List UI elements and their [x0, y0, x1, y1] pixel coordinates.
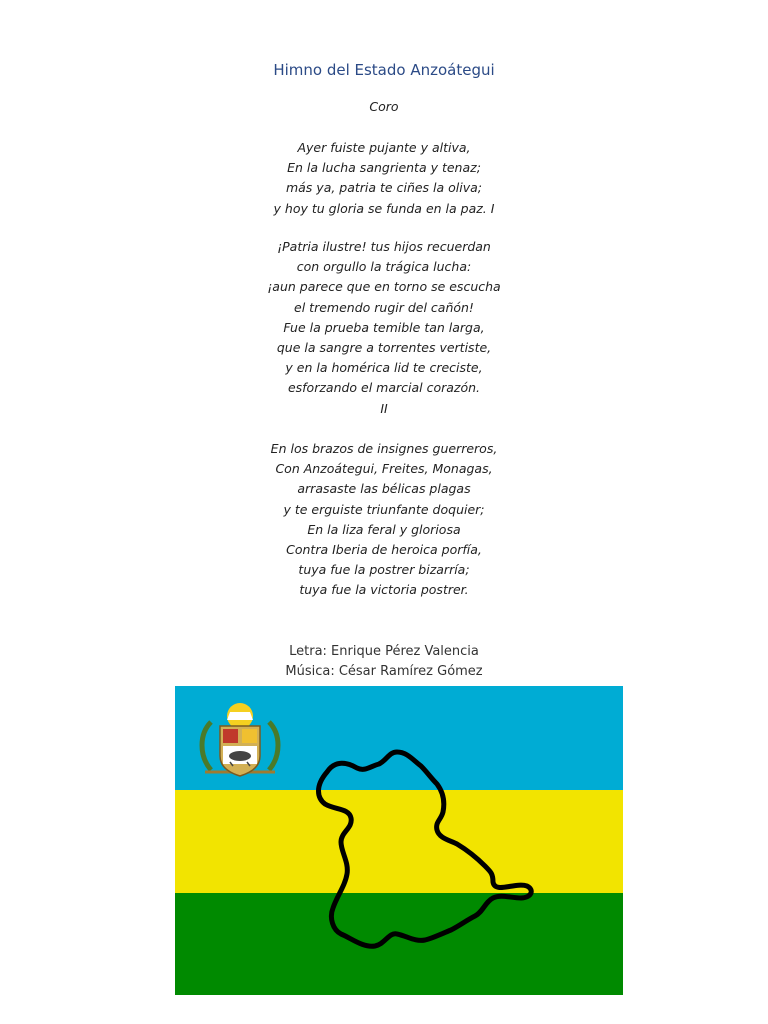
verse-line: En la liza feral y gloriosa: [307, 521, 461, 537]
verse-line: arrasaste las bélicas plagas: [297, 481, 471, 497]
page-title: Himno del Estado Anzoátegui: [273, 61, 495, 79]
verse-line: y en la homérica lid te creciste,: [285, 360, 483, 376]
state-flag: [175, 686, 623, 995]
verse-line: En los brazos de insignes guerreros,: [270, 441, 498, 456]
verse-line: En la lucha sangrienta y tenaz;: [287, 160, 481, 176]
verse-line: ¡Patria ilustre! tus hijos recuerdan: [277, 239, 491, 254]
verse-line: que la sangre a torrentes vertiste,: [276, 340, 492, 356]
music-credit: Música: César Ramírez Gómez: [285, 664, 483, 679]
stanza-3: [0, 439, 768, 601]
verse-line: esforzando el marcial corazón.: [287, 380, 481, 396]
verse-line: Fue la prueba temible tan larga,: [283, 319, 485, 335]
verse-line: el tremendo rugir del cañón!: [294, 299, 474, 315]
verse-line: Con Anzoátegui, Freites, Monagas,: [275, 461, 493, 477]
verse-line: tuya fue la postrer bizarría;: [298, 562, 470, 578]
verse-line: Ayer fuiste pujante y altiva,: [297, 140, 471, 155]
verse-line: más ya, patria te ciñes la oliva;: [285, 180, 483, 196]
lyrics-credit: Letra: Enrique Pérez Valencia: [289, 644, 479, 659]
flag-bottom-band: [175, 893, 623, 995]
verse-line: Contra Iberia de heroica porfía,: [286, 542, 482, 558]
stanza-2: [0, 237, 768, 419]
flag-middle-band: [175, 790, 623, 893]
chorus-label-block: [0, 97, 768, 117]
credits: [0, 642, 768, 682]
verse-line: y te erguiste triunfante doquier;: [283, 501, 485, 517]
verse-line: II: [380, 400, 388, 416]
chorus-label: Coro: [369, 99, 399, 114]
verse-line: tuya fue la victoria postrer.: [299, 582, 469, 598]
stanza-1: [0, 138, 768, 219]
verse-line: ¡aun parece que en torno se escucha: [267, 279, 501, 295]
verse-line: con orgullo la trágica lucha:: [296, 259, 472, 275]
verse-line: y hoy tu gloria se funda en la paz. I: [273, 200, 495, 216]
